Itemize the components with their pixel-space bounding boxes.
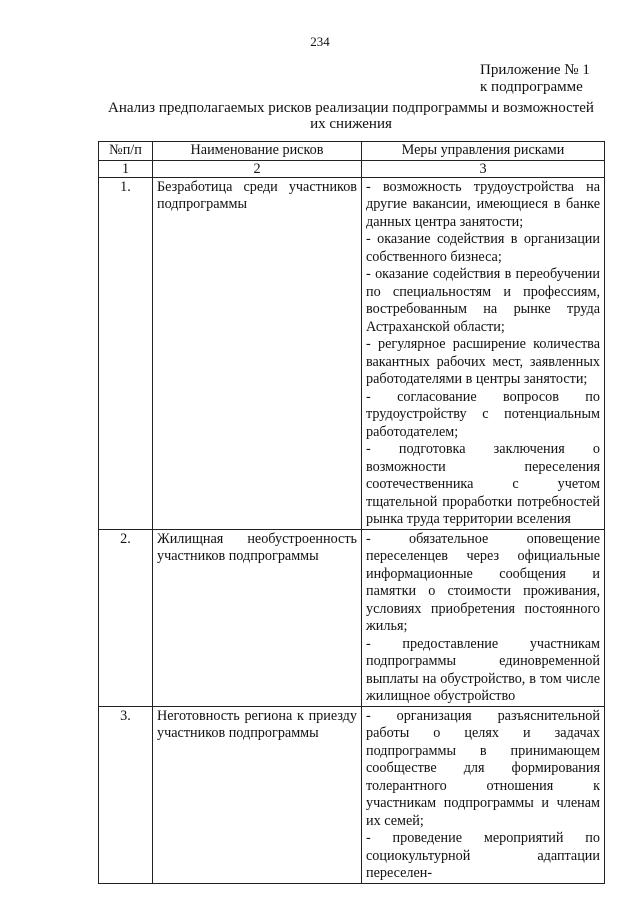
column-number-row (99, 160, 605, 177)
table-row (99, 706, 605, 883)
measure-item: - обязательное оповещение переселенцев через официальные информационные сообщения и памятки о стоимости проживания, условиях приобретения постоянного жилья; (366, 530, 600, 634)
risk-measures (362, 529, 605, 706)
measure-item: - проведение мероприятий по социокультурной адаптации переселен- (366, 830, 600, 881)
measure-item: - подготовка заключения о возможности переселения соотечественника с учетом тщательной проработки потребностей рынка труда территории вселения (366, 441, 600, 527)
measure-item: - регулярное расширение количества вакантных рабочих мест, заявленных работодателями в центры занятости; (366, 336, 600, 387)
appendix-line-2: к подпрограмме (480, 79, 583, 95)
risk-name: Неготовность региона к приезду участников подпрограммы (153, 706, 362, 883)
table-header-row (99, 142, 605, 161)
title-line-2: их снижения (310, 116, 392, 132)
column-number: 3 (362, 160, 605, 177)
risk-measures (362, 706, 605, 883)
measure-item: - оказание содействия в организации собственного бизнеса; (366, 231, 600, 265)
appendix-label (480, 62, 590, 96)
measure-item: - предоставление участникам подпрограммы единовременной выплаты на обустройство, в том числе жилищное обустройство (366, 635, 600, 704)
column-number: 2 (153, 160, 362, 177)
title-line-1: Анализ предполагаемых рисков реализации подпрограммы и возможностей (108, 100, 594, 116)
header-number: №п/п (99, 142, 153, 161)
risk-name: Безработица среди участников подпрограммы (153, 177, 362, 529)
measure-item: - оказание содействия в переобучении по специальностям и профессиям, востребованным на рынке труда Астраханской области; (366, 266, 600, 335)
measure-item: - согласование вопросов по трудоустройству с потенциальным работодателем; (366, 388, 600, 440)
header-risk-measures: Меры управления рисками (362, 142, 605, 161)
risk-table (98, 141, 605, 884)
document-title (98, 100, 604, 132)
measure-item: - организация разъяснительной работы о целях и задачах подпрограммы в принимающем сообществе для формирования толерантного отношения к участникам подпрограммы и членам их семей; (366, 707, 600, 829)
row-number: 2. (99, 529, 153, 706)
table-row (99, 177, 605, 529)
page-number: 234 (310, 34, 330, 49)
appendix-line-1: Приложение № 1 (480, 62, 590, 78)
measure-item: - возможность трудоустройства на другие вакансии, имеющиеся в банке данных центра занятости; (366, 178, 600, 230)
row-number: 3. (99, 706, 153, 883)
table-row (99, 529, 605, 706)
header-risk-name: Наименование рисков (153, 142, 362, 161)
risk-measures (362, 177, 605, 529)
risk-name: Жилищная необустроенность участников подпрограммы (153, 529, 362, 706)
column-number: 1 (99, 160, 153, 177)
row-number: 1. (99, 177, 153, 529)
